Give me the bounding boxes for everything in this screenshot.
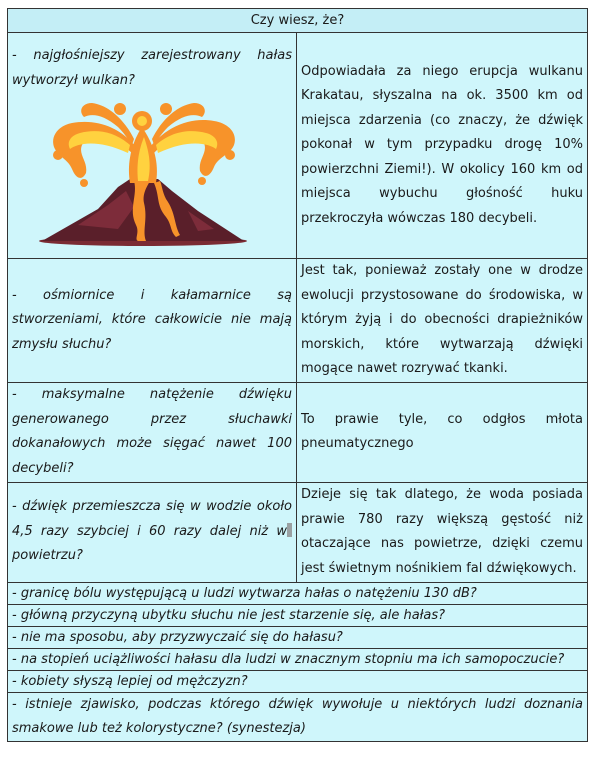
fact-row: - główną przyczyną ubytku słuchu nie jest starzenie się, ale hałas? — [8, 604, 588, 626]
answer-text: To prawie tyle, co odgłos młota pneumatycznego — [301, 411, 583, 451]
answer-cell-volcano — [297, 33, 588, 259]
table-row — [8, 582, 588, 604]
question-cell-volcano — [8, 33, 297, 259]
question-text-part: - dźwięk przemieszcza się w wodzie około 4,5 razy szybciej i 60 razy dalej niż w — [12, 499, 292, 539]
table-row — [8, 648, 588, 670]
question-text-part: powietrzu? — [12, 548, 83, 564]
table-row — [8, 626, 588, 648]
question-text: - najgłośniejszy zarejestrowany hałas wytworzył wulkan? — [12, 48, 292, 88]
answer-cell-water — [297, 482, 588, 582]
question-cell-water — [8, 482, 297, 582]
answer-cell-octopus — [297, 259, 588, 383]
table-row — [8, 692, 588, 741]
answer-text: Odpowiadała za niego erupcja wulkanu Krakatau, słyszalna na ok. 3500 km od miejsca zdarzenia (co znaczy, że dźwięk pokonał w tym przypadku drogę 10% powierzchni Ziemi!). W okolicy 160 km od miejsca wybuchu głośność huku przekroczyła wówczas 180 decybeli. — [301, 63, 583, 226]
did-you-know-table — [7, 8, 588, 742]
table-row — [8, 482, 588, 582]
table-row — [8, 604, 588, 626]
fact-row: - na stopień uciążliwości hałasu dla ludzi w znacznym stopniu ma ich samopoczucie? — [8, 648, 588, 670]
volcano-icon — [38, 99, 248, 249]
question-text: - ośmiornice i kałamarnice są stworzeniami, które całkowicie nie mają zmysłu słuchu? — [12, 287, 292, 352]
answer-text: Jest tak, ponieważ zostały one w drodze ewolucji przystosowane do środowiska, w którym żyją i do obecności drapieżników morskich, które wytwarzają dźwięki mogące nawet rozrywać tkanki. — [301, 263, 583, 376]
volcano-illustration — [12, 99, 292, 249]
question-cell-earphones — [8, 382, 297, 482]
answer-cell-earphones — [297, 382, 588, 482]
fact-row: - nie ma sposobu, aby przyzwyczaić się do hałasu? — [8, 626, 588, 648]
text-cursor — [287, 523, 292, 537]
table-row — [8, 670, 588, 692]
table-row — [8, 259, 588, 383]
fact-row: - kobiety słyszą lepiej od mężczyzn? — [8, 670, 588, 692]
question-text — [12, 495, 292, 569]
question-cell-octopus — [8, 259, 297, 383]
question-text: - maksymalne natężenie dźwięku generowanego przez słuchawki dokanałowych może sięgać nawet 100 decybeli? — [12, 387, 292, 476]
answer-text: Dzieje się tak dlatego, że woda posiada prawie 780 razy większą gęstość niż otaczające nas powietrze, dzięki czemu jest świetnym nośnikiem fal dźwiękowych. — [301, 487, 583, 576]
table-header: Czy wiesz, że? — [8, 9, 588, 33]
fact-row: - granicę bólu występującą u ludzi wytwarza hałas o natężeniu 130 dB? — [8, 582, 588, 604]
fact-row: - istnieje zjawisko, podczas którego dźwięk wywołuje u niektórych ludzi doznania smakowe lub też kolorystyczne? (synestezja) — [8, 692, 588, 741]
table-row — [8, 382, 588, 482]
table-row — [8, 33, 588, 259]
